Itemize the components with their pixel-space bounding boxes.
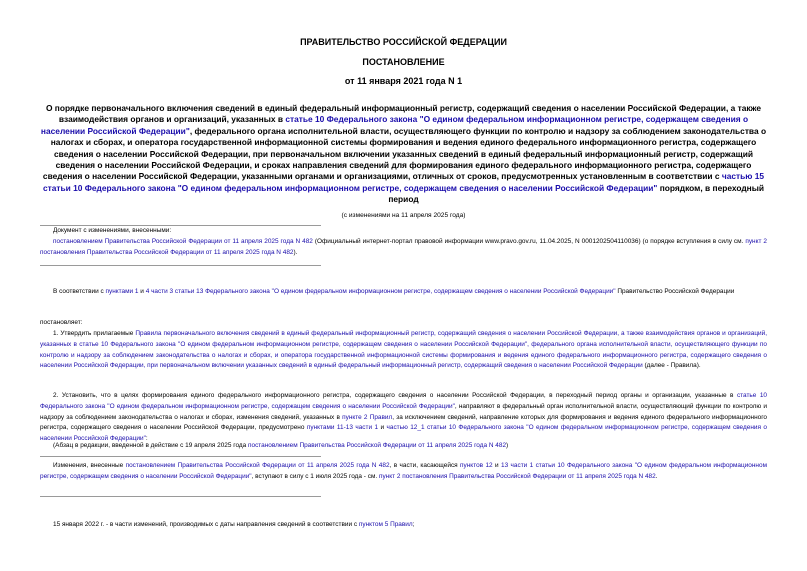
last-text-2: ; (412, 521, 415, 528)
item-2-link-article-10[interactable]: статье 10 Федерального закона "О едином федеральном информационном регистре, содержащем сведения о населении Российской Федерации" (40, 392, 767, 410)
last-text-1: 15 января 2022 г. - в части изменений, производимых с даты направления сведений в соответствии с (53, 521, 359, 528)
resolves-word: постановляет: (40, 319, 83, 326)
last-link-point-5[interactable]: пунктом 5 Правил (358, 521, 413, 528)
preamble-link-article-13[interactable]: 4 части 3 статьи 13 Федерального закона "О едином федеральном информационном регистре, содержащем сведения о населении Российской Федерации" (145, 288, 616, 295)
note-link-resolution-482[interactable]: постановлением Правительства Российской Федерации от 11 апреля 2025 года N 482 (125, 462, 390, 469)
note-text-2: , в части, касающейся (389, 462, 461, 469)
item-1 (40, 329, 767, 372)
abzac-note (40, 441, 767, 452)
note-top-rule (40, 456, 321, 457)
edition-note: (с изменениями на 11 апреля 2025 года) (341, 212, 466, 219)
title-link-law-part-15[interactable]: частью 15 статьи 10 Федерального закона "О едином федеральном информационном регистре, содержащем сведения о населении Российской Федерации" (42, 171, 765, 193)
item-1-text-1: 1. Утвердить прилагаемые (53, 330, 136, 337)
preamble-text-1: В соответствии с (53, 288, 106, 295)
preamble (40, 287, 767, 298)
item-2-link-points-11-13[interactable]: пунктами 11-13 части 1 (306, 424, 379, 432)
note-text-5: . (655, 472, 658, 480)
preamble-link-points-1[interactable]: пунктами 1 (105, 288, 139, 295)
note-text-3: и (492, 462, 501, 469)
changes-link-point-2[interactable]: пункт 2 постановления Правительства Российской Федерации от 11 апреля 2025 года N 482 (40, 238, 767, 256)
item-1-link-rules[interactable]: Правила первоначального включения сведений в единый федеральный информационный регистр, содержащий сведения о населении Российской Федерации, а также взаимодействия органов и организаций, указанных в статье 10 Федерального закона "О едином федеральном информационном регистре, содержащем сведения о населении Российской Федерации", федерального органа исполнительной власти, осуществляющего функции по контролю и надзору за соблюдением законодательства о налогах и сборах, и оператора государственной информационной системы формирования и ведения единого федерального информационного регистра, содержащего сведения о населении Российской Федерации, при первоначальном включении указанных сведений в единый федеральный информационный регистр, содержащий сведения о населении Российской Федерации (40, 330, 767, 370)
abzac-text-2: ) (506, 442, 509, 449)
item-2-subpoint (40, 520, 767, 531)
item-2-link-part-12-1[interactable]: частью 12_1 статьи 10 Федерального закона "О едином федеральном информационном регистре, содержащем сведения о населении Российской Федерации" (40, 424, 767, 443)
item-2 (40, 391, 767, 445)
note-link-points-12[interactable]: пунктов 12 (460, 462, 493, 469)
abzac-text-1: (Абзац в редакции, введенной в действие с 19 апреля 2025 года (53, 442, 249, 449)
note-bottom-rule (40, 496, 321, 497)
document-title (40, 103, 767, 206)
preamble-text-3: Правительство Российской Федерации (615, 288, 735, 295)
title-text-3: порядком, в переходный период (388, 182, 765, 205)
note-link-point-2[interactable]: пункт 2 постановления Правительства Российской Федерации от 11 апреля 2025 года N 482 (378, 472, 656, 480)
note-text-1: Изменения, внесенные (53, 462, 126, 469)
title-text-1: О порядке первоначального включения сведений в единый федеральный информационный регистр, содержащий сведения о населении Российской Федерации, а также взаимодействия органов и организаций, указанных в (45, 103, 762, 125)
note-text-4: , вступают в силу с 1 июля 2025 года - см. (251, 472, 379, 480)
changes-text-1: (Официальный интернет-портал правовой информации www.pravo.gov.ru, 11.04.2025, N 0001202504110036) (о порядке вступления в силу см. (312, 238, 746, 245)
item-2-text-3: , за исключением сведений, направление которых для формирования и ведения единого федерального информационного регистра, содержащего сведения о населении Российской Федерации, предусмотрено (40, 413, 768, 432)
note-link-part-1-article-10[interactable]: 13 части 1 статьи 10 Федерального закона "О едином федеральном информационном регистре, содержащем сведения о населении Российской Федерации" (40, 462, 767, 480)
item-2-text-1: 2. Установить, что в целях формирования единого федерального информационного регистра, содержащего сведения о населении Российской Федерации, в переходный период органы и организации, указанные в (53, 392, 737, 399)
preamble-text-2: и (138, 288, 146, 295)
changes-list (40, 237, 767, 259)
government-name: ПРАВИТЕЛЬСТВО РОССИЙСКОЙ ФЕДЕРАЦИИ (300, 37, 507, 47)
item-1-text-2: (далее - Правила). (642, 362, 701, 370)
changes-heading: Документ с изменениями, внесенными: (53, 227, 172, 234)
item-2-link-point-2-rules[interactable]: пункте 2 Правил (342, 413, 393, 421)
changes-link-resolution-482[interactable]: постановлением Правительства Российской Федерации от 11 апреля 2025 года N 482 (53, 238, 313, 245)
document-date: от 11 января 2021 года N 1 (344, 76, 463, 86)
amendment-note (40, 461, 767, 483)
abzac-link-resolution-482[interactable]: постановлением Правительства Российской Федерации от 11 апреля 2025 года N 482 (248, 442, 507, 449)
title-text-2: , федерального органа исполнительной власти, осуществляющего функции по контролю и надзору за соблюдением законодательства о налогах и сборах, и оператора государственной информационной системы формирования и ведения единого федерального информационного регистра, содержащего сведения о населении Российской Федерации, при первоначальном включении указанных сведений в единый федеральный информационный регистр, содержащий сведения о населении Российской Федерации, и сроках направления сведений для формирования единого федерального информационного регистра, содержащего сведения о населении Российской Федерации, указанными органами и организациями, отличных от сроков, предусмотренных установленным в соответствии с (42, 125, 767, 182)
item-2-text-2: , направляют в федеральный орган исполнительной власти, осуществляющий функции по контролю и надзору за соблюдением законодательства о налогах и сборах, изменения сведений, указанных в (40, 402, 768, 421)
title-link-law-article-10[interactable]: статье 10 Федерального закона "О едином федеральном информационном регистре, содержащем сведения о населении Российской Федерации" (40, 114, 749, 136)
item-2-text-5: : (145, 435, 148, 443)
changes-text-2: ). (293, 248, 298, 256)
document-kind: ПОСТАНОВЛЕНИЕ (362, 57, 445, 67)
changes-bottom-rule (40, 265, 321, 266)
item-2-text-4: и (378, 424, 387, 432)
